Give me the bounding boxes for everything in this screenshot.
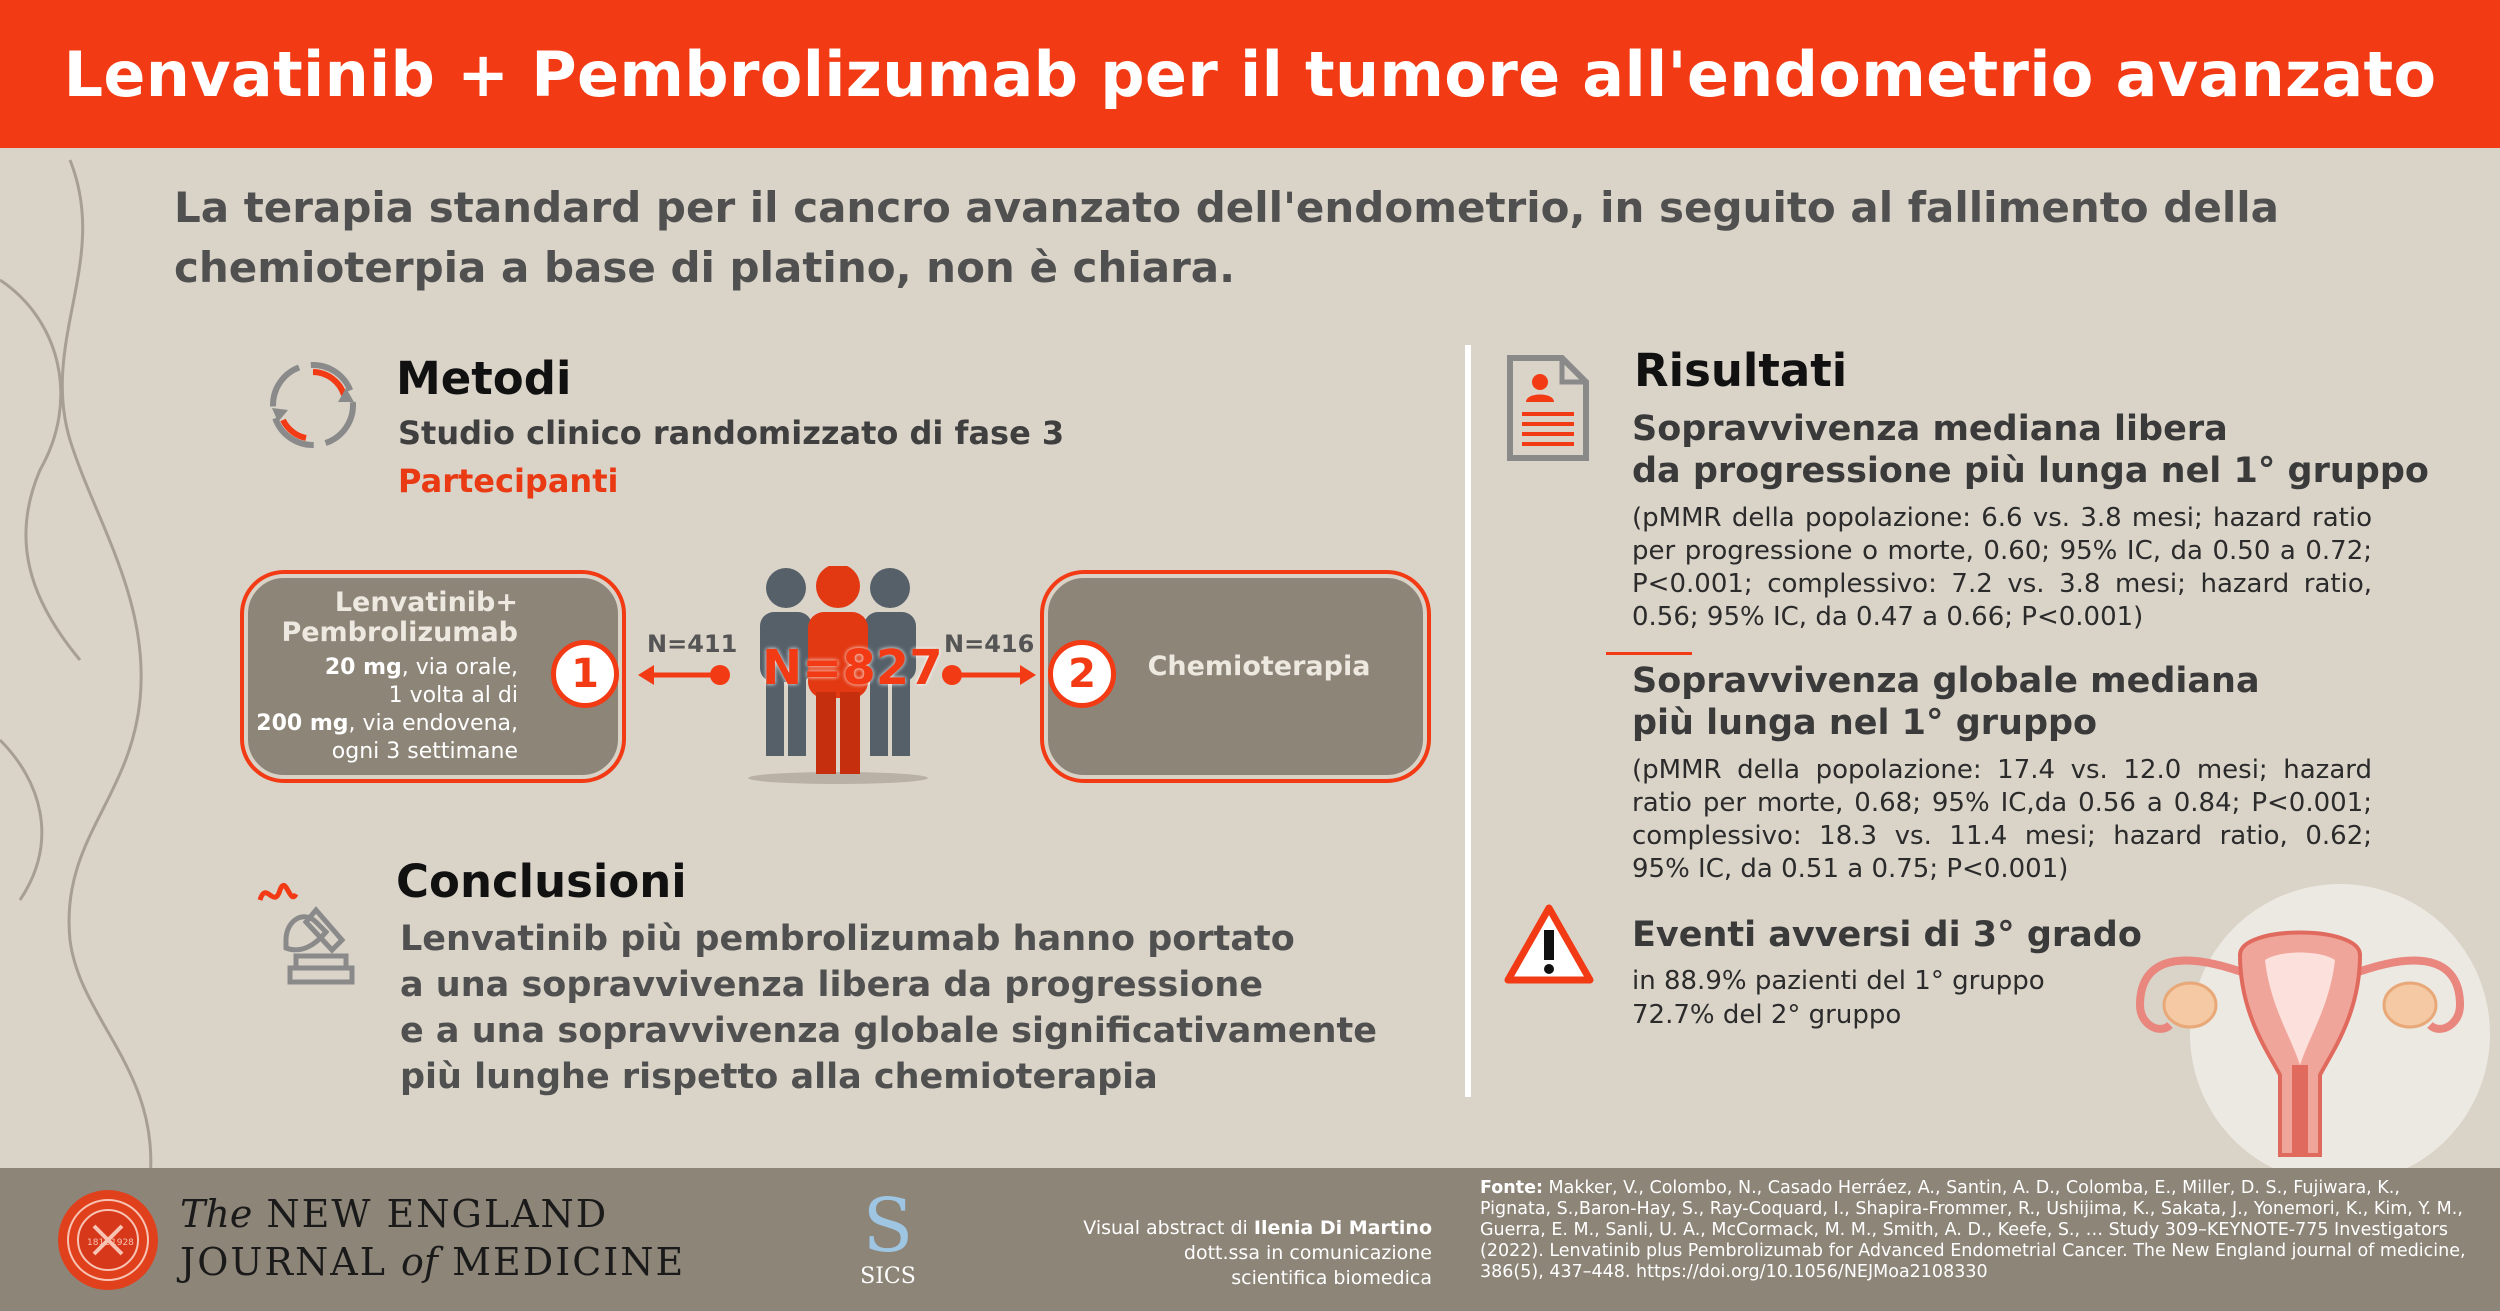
cycle-arrows-icon [258, 350, 368, 460]
sics-logo: S SICS [860, 1183, 916, 1289]
intro-text: La terapia standard per il cancro avanzato dell'endometrio, in seguito al fallimento della chemioterpia a base di platino, non è chiara. [174, 183, 2279, 292]
credit-block: Visual abstract di Ilenia Di Martino dott.ssa in comunicazione scientifica biomedica [1083, 1217, 1432, 1289]
total-participants: N=827 [762, 640, 943, 696]
adverse-events-heading: Eventi avversi di 3° grado [1632, 915, 2142, 955]
arm2-n-label: N=416 [944, 630, 1035, 658]
svg-text:1812: 1812 [87, 1238, 110, 1248]
pfs-heading: Sopravvivenza mediana libera da progressione più lunga nel 1° gruppo [1632, 409, 2429, 491]
source-citation: Fonte: Makker, V., Colombo, N., Casado Herráez, A., Santin, A. D., Colomba, E., Miller, D. S., Fujiwara, K., Pignata, S.,Baron-Hay, S., Ray-Coquard, I., Shapira-Frommer, R., Ushijima, K., Sakata, J., Yonemori, K., Kim, Y. M., Guerra, E. M., Sanli, U. A., McCormack, M. M., Smith, A. D., Keefe, S., … Study 309–KEYNOTE-775 Investigators (2022). Lenvatinib plus Pembrolizumab for Advanced Endometrial Cancer. The New England journal of medicine, 386(5), 437–448. https://doi.org/10.1056/NEJMoa2108330 [1480, 1178, 2466, 1282]
title-bar [0, 0, 2500, 148]
nejm-seal-logo [54, 1186, 162, 1294]
conclusions-heading: Conclusioni [396, 855, 687, 908]
results-heading: Risultati [1634, 344, 1848, 397]
svg-text:1928: 1928 [111, 1238, 134, 1248]
signature-pen-icon [256, 870, 376, 990]
arm2-title: Chemioterapia [1147, 651, 1371, 682]
arm1-n-label: N=411 [647, 630, 738, 658]
column-divider [1465, 345, 1471, 1097]
results-separator [1606, 652, 1692, 655]
methods-heading: Metodi [396, 352, 572, 405]
nejm-wordmark: The NEW ENGLAND JOURNAL of MEDICINE [180, 1192, 686, 1284]
participants-label: Partecipanti [398, 462, 619, 500]
pfs-details: (pMMR della popolazione: 6.6 vs. 3.8 mesi; hazard ratio per progressione o morte, 0.60; 95% IC, da 0.50 a 0.72; P<0.001; complessivo: 7.2 vs. 3.8 mesi; hazard ratio, 0.56; 95% IC, da 0.47 a 0.66; P<0.001) [1632, 503, 2372, 632]
arm1-dosage: 20 mg, via orale, 1 volta al di 200 mg, via endovena, ogni 3 settimane [256, 655, 518, 764]
uterus-icon [2130, 905, 2470, 1170]
body-silhouette-decoration [0, 140, 200, 1180]
arrow-left-icon [636, 660, 736, 690]
arm1-number-badge: 1 [551, 640, 619, 708]
adverse-events-details: in 88.9% pazienti del 1° gruppo 72.7% del 2° gruppo [1632, 966, 2045, 1030]
warning-icon [1504, 904, 1594, 984]
arrow-right-icon [938, 660, 1038, 690]
os-heading: Sopravvivenza globale mediana più lunga nel 1° gruppo [1632, 661, 2260, 743]
arm1-title: Lenvatinib+ Pembrolizumab [281, 587, 518, 648]
conclusions-text: Lenvatinib più pembrolizumab hanno portato a una sopravvivenza libera da progressione e a una sopravvivenza globale significativamente più lunghe rispetto alla chemioterapia [400, 919, 1377, 1097]
arm2-number-badge: 2 [1048, 640, 1116, 708]
page-title: Lenvatinib + Pembrolizumab per il tumore all'endometrio avanzato [63, 37, 2437, 111]
document-report-icon [1506, 354, 1590, 462]
study-type: Studio clinico randomizzato di fase 3 [398, 414, 1065, 452]
os-details: (pMMR della popolazione: 17.4 vs. 12.0 mesi; hazard ratio per morte, 0.68; 95% IC,da 0.56 a 0.84; P<0.001; complessivo: 18.3 vs. 11.4 mesi; hazard ratio, 0.62; 95% IC, da 0.51 a 0.75; P<0.001) [1632, 755, 2372, 884]
